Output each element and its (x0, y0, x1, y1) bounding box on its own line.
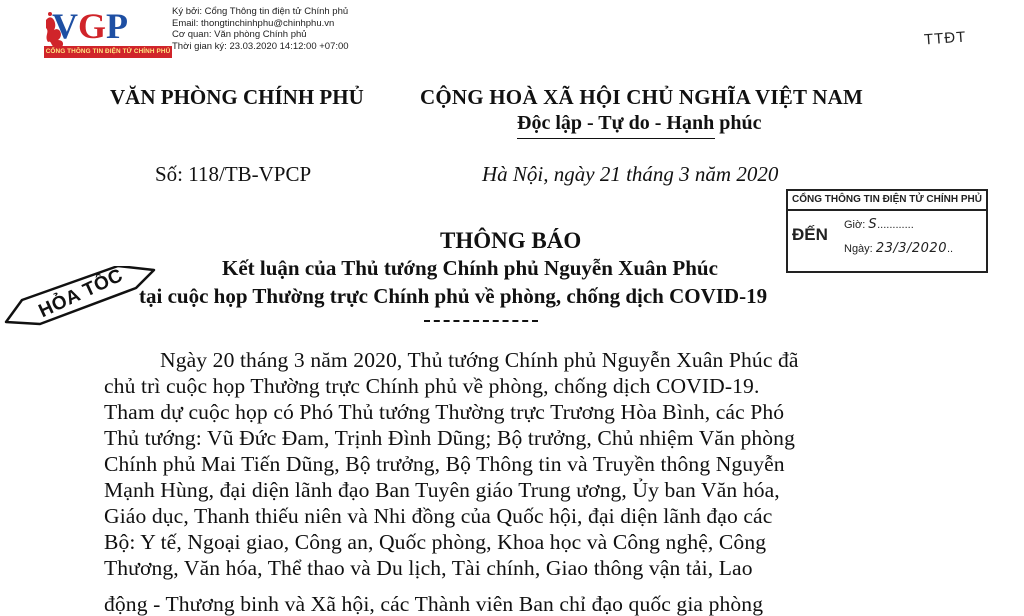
stamp-den-label: ĐẾN (792, 225, 828, 244)
motto-underline (517, 138, 715, 139)
notice-subtitle-line2: tại cuộc họp Thường trực Chính phủ về phòng, chống dịch COVID-19 (139, 284, 768, 308)
body-line: chủ trì cuộc họp Thường trực Chính phủ về phòng, chống dịch COVID-19. (104, 374, 760, 398)
received-stamp (786, 189, 988, 273)
signature-line: Ký bởi: Cổng Thông tin điện tử Chính phủ (172, 6, 349, 17)
agency-name: VĂN PHÒNG CHÍNH PHỦ (110, 85, 364, 109)
place-date: Hà Nội, ngày 21 tháng 3 năm 2020 (482, 162, 779, 186)
notice-title: THÔNG BÁO (440, 228, 582, 253)
document-number: Số: 118/TB-VPCP (155, 162, 312, 186)
nation-name: CỘNG HOÀ XÃ HỘI CHỦ NGHĨA VIỆT NAM (420, 85, 863, 109)
title-divider (424, 320, 538, 322)
body-line: Mạnh Hùng, đại diện lãnh đạo Ban Tuyên giáo Trung ương, Ủy ban Văn hóa, (104, 478, 780, 502)
urgent-stamp (0, 266, 158, 326)
stamp-date-value: 23/3/2020 (875, 241, 947, 256)
signature-line: Thời gian ký: 23.03.2020 14:12:00 +07:00 (172, 40, 349, 52)
body-line: Thủ tướng: Vũ Đức Đam, Trịnh Đình Dũng; Bộ trưởng, Chủ nhiệm Văn phòng (104, 426, 795, 450)
handwritten-corner-note: TTĐT (923, 28, 967, 49)
logo-banner: CỔNG THÔNG TIN ĐIỆN TỬ CHÍNH PHỦ (44, 46, 172, 58)
stamp-time-row: Giờ: S............ (844, 217, 914, 232)
logo-wordmark: VGP (52, 6, 129, 46)
notice-subtitle-line1: Kết luận của Thủ tướng Chính phủ Nguyễn Xuân Phúc (222, 256, 718, 280)
body-line: động - Thương binh và Xã hội, các Thành viên Ban chỉ đạo quốc gia phòng (104, 592, 764, 616)
body-line: Chính phủ Mai Tiến Dũng, Bộ trưởng, Bộ Thông tin và Truyền thông Nguyễn (104, 452, 785, 476)
stamp-time-value: S (868, 217, 878, 232)
vgp-logo (44, 6, 176, 60)
body-line: Tham dự cuộc họp có Phó Thủ tướng Thường trực Trương Hòa Bình, các Phó (104, 400, 785, 424)
signature-line: Email: thongtinchinhphu@chinhphu.vn (172, 17, 335, 29)
signature-line: Cơ quan: Văn phòng Chính phủ (172, 29, 307, 40)
body-line: Ngày 20 tháng 3 năm 2020, Thủ tướng Chính phủ Nguyễn Xuân Phúc đã (160, 348, 799, 372)
body-line: Bộ: Y tế, Ngoại giao, Công an, Quốc phòng, Khoa học và Công nghệ, Công (104, 530, 767, 554)
digital-signature (172, 6, 349, 52)
body-line: Giáo dục, Thanh thiếu niên và Nhi đồng của Quốc hội, đại diện lãnh đạo các (104, 504, 773, 528)
stamp-title: CỔNG THÔNG TIN ĐIỆN TỬ CHÍNH PHỦ (788, 191, 986, 211)
urgent-stamp-label: HỎA TỐC (35, 264, 127, 323)
stamp-date-row: Ngày: 23/3/2020.. (844, 241, 954, 256)
body-line: Thương, Văn hóa, Thể thao và Du lịch, Tài chính, Giao thông vận tải, Lao (104, 556, 753, 580)
motto: Độc lập - Tự do - Hạnh phúc (517, 112, 762, 134)
